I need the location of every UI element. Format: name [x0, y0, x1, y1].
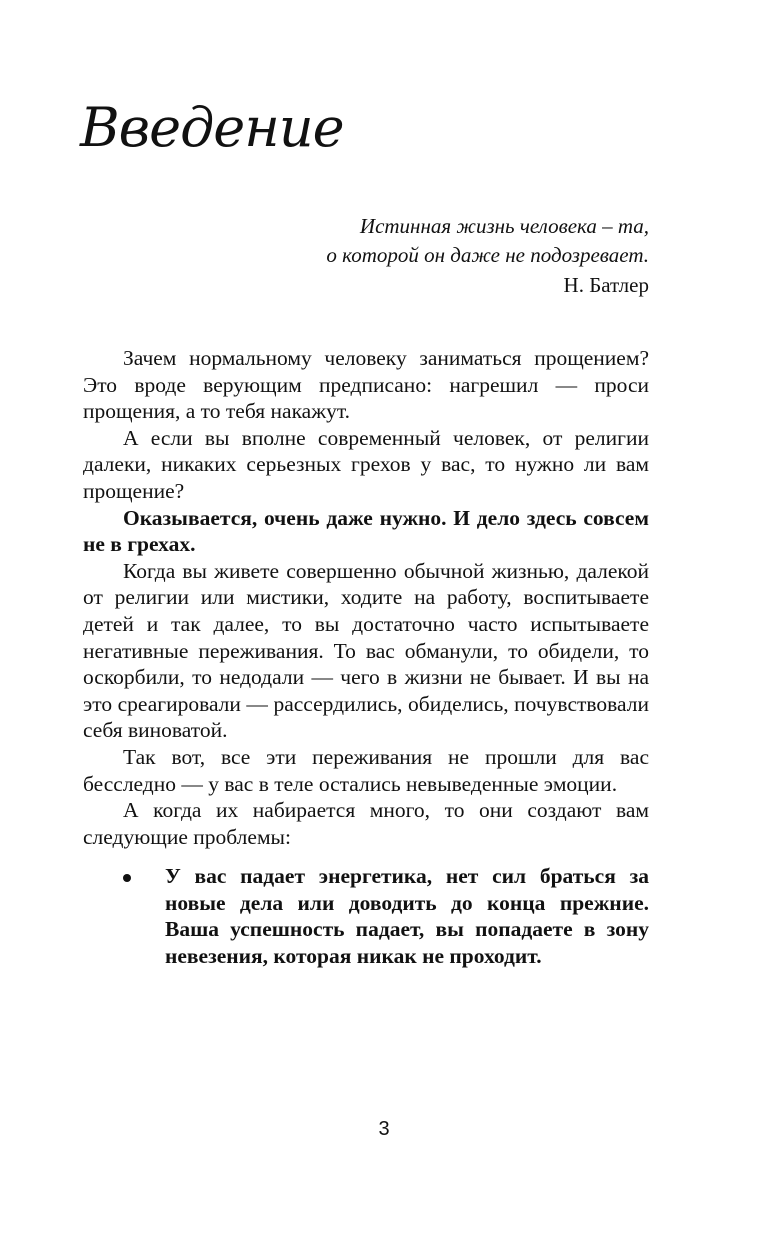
- paragraph: Так вот, все эти переживания не прошли для вас бесследно — у вас в теле остались невыведенные эмоции.: [83, 744, 649, 796]
- list-item: [83, 863, 649, 969]
- paragraph: А если вы вполне современный человек, от религии далеки, никаких серьезных грехов у вас, то нужно ли вам прощение?: [83, 425, 649, 503]
- epigraph-line: о которой он даже не подозревает.: [326, 243, 649, 267]
- page-number: 3: [378, 1118, 390, 1140]
- paragraph: А когда их набирается много, то они создают вам следующие проблемы:: [83, 798, 649, 849]
- list-item-text: У вас падает энергетика, нет сил браться за новые дела или доводить до конца прежние. Ваша успешность падает, вы попадаете в зону невезения, которая никак не проходит.: [165, 864, 649, 969]
- paragraph: Зачем нормальному человеку заниматься прощением? Это вроде верующим предписано: нагрешил — проси прощения, а то тебя накажут.: [83, 346, 649, 424]
- paragraph-bold: Оказывается, очень даже нужно. И дело здесь совсем не в грехах.: [83, 505, 649, 557]
- bullet-icon: [123, 874, 131, 882]
- chapter-title: Введение: [80, 96, 344, 159]
- body-text: [83, 345, 649, 970]
- paragraph: Когда вы живете совершенно обычной жизнью, далекой от религии или мистики, ходите на работу, воспитываете детей и так далее, то вы достаточно часто испытываете негативные переживания. То вас обманули, то обидели, то оскорбили, то недодали — чего в жизни не бывает. И вы на это среагировали — рассердились, обиделись, почувствовали себя виноватой.: [83, 558, 649, 743]
- bullet-list: [83, 863, 649, 969]
- epigraph: [326, 212, 649, 300]
- epigraph-author: Н. Батлер: [563, 273, 649, 297]
- epigraph-line: Истинная жизнь человека – та,: [359, 214, 649, 238]
